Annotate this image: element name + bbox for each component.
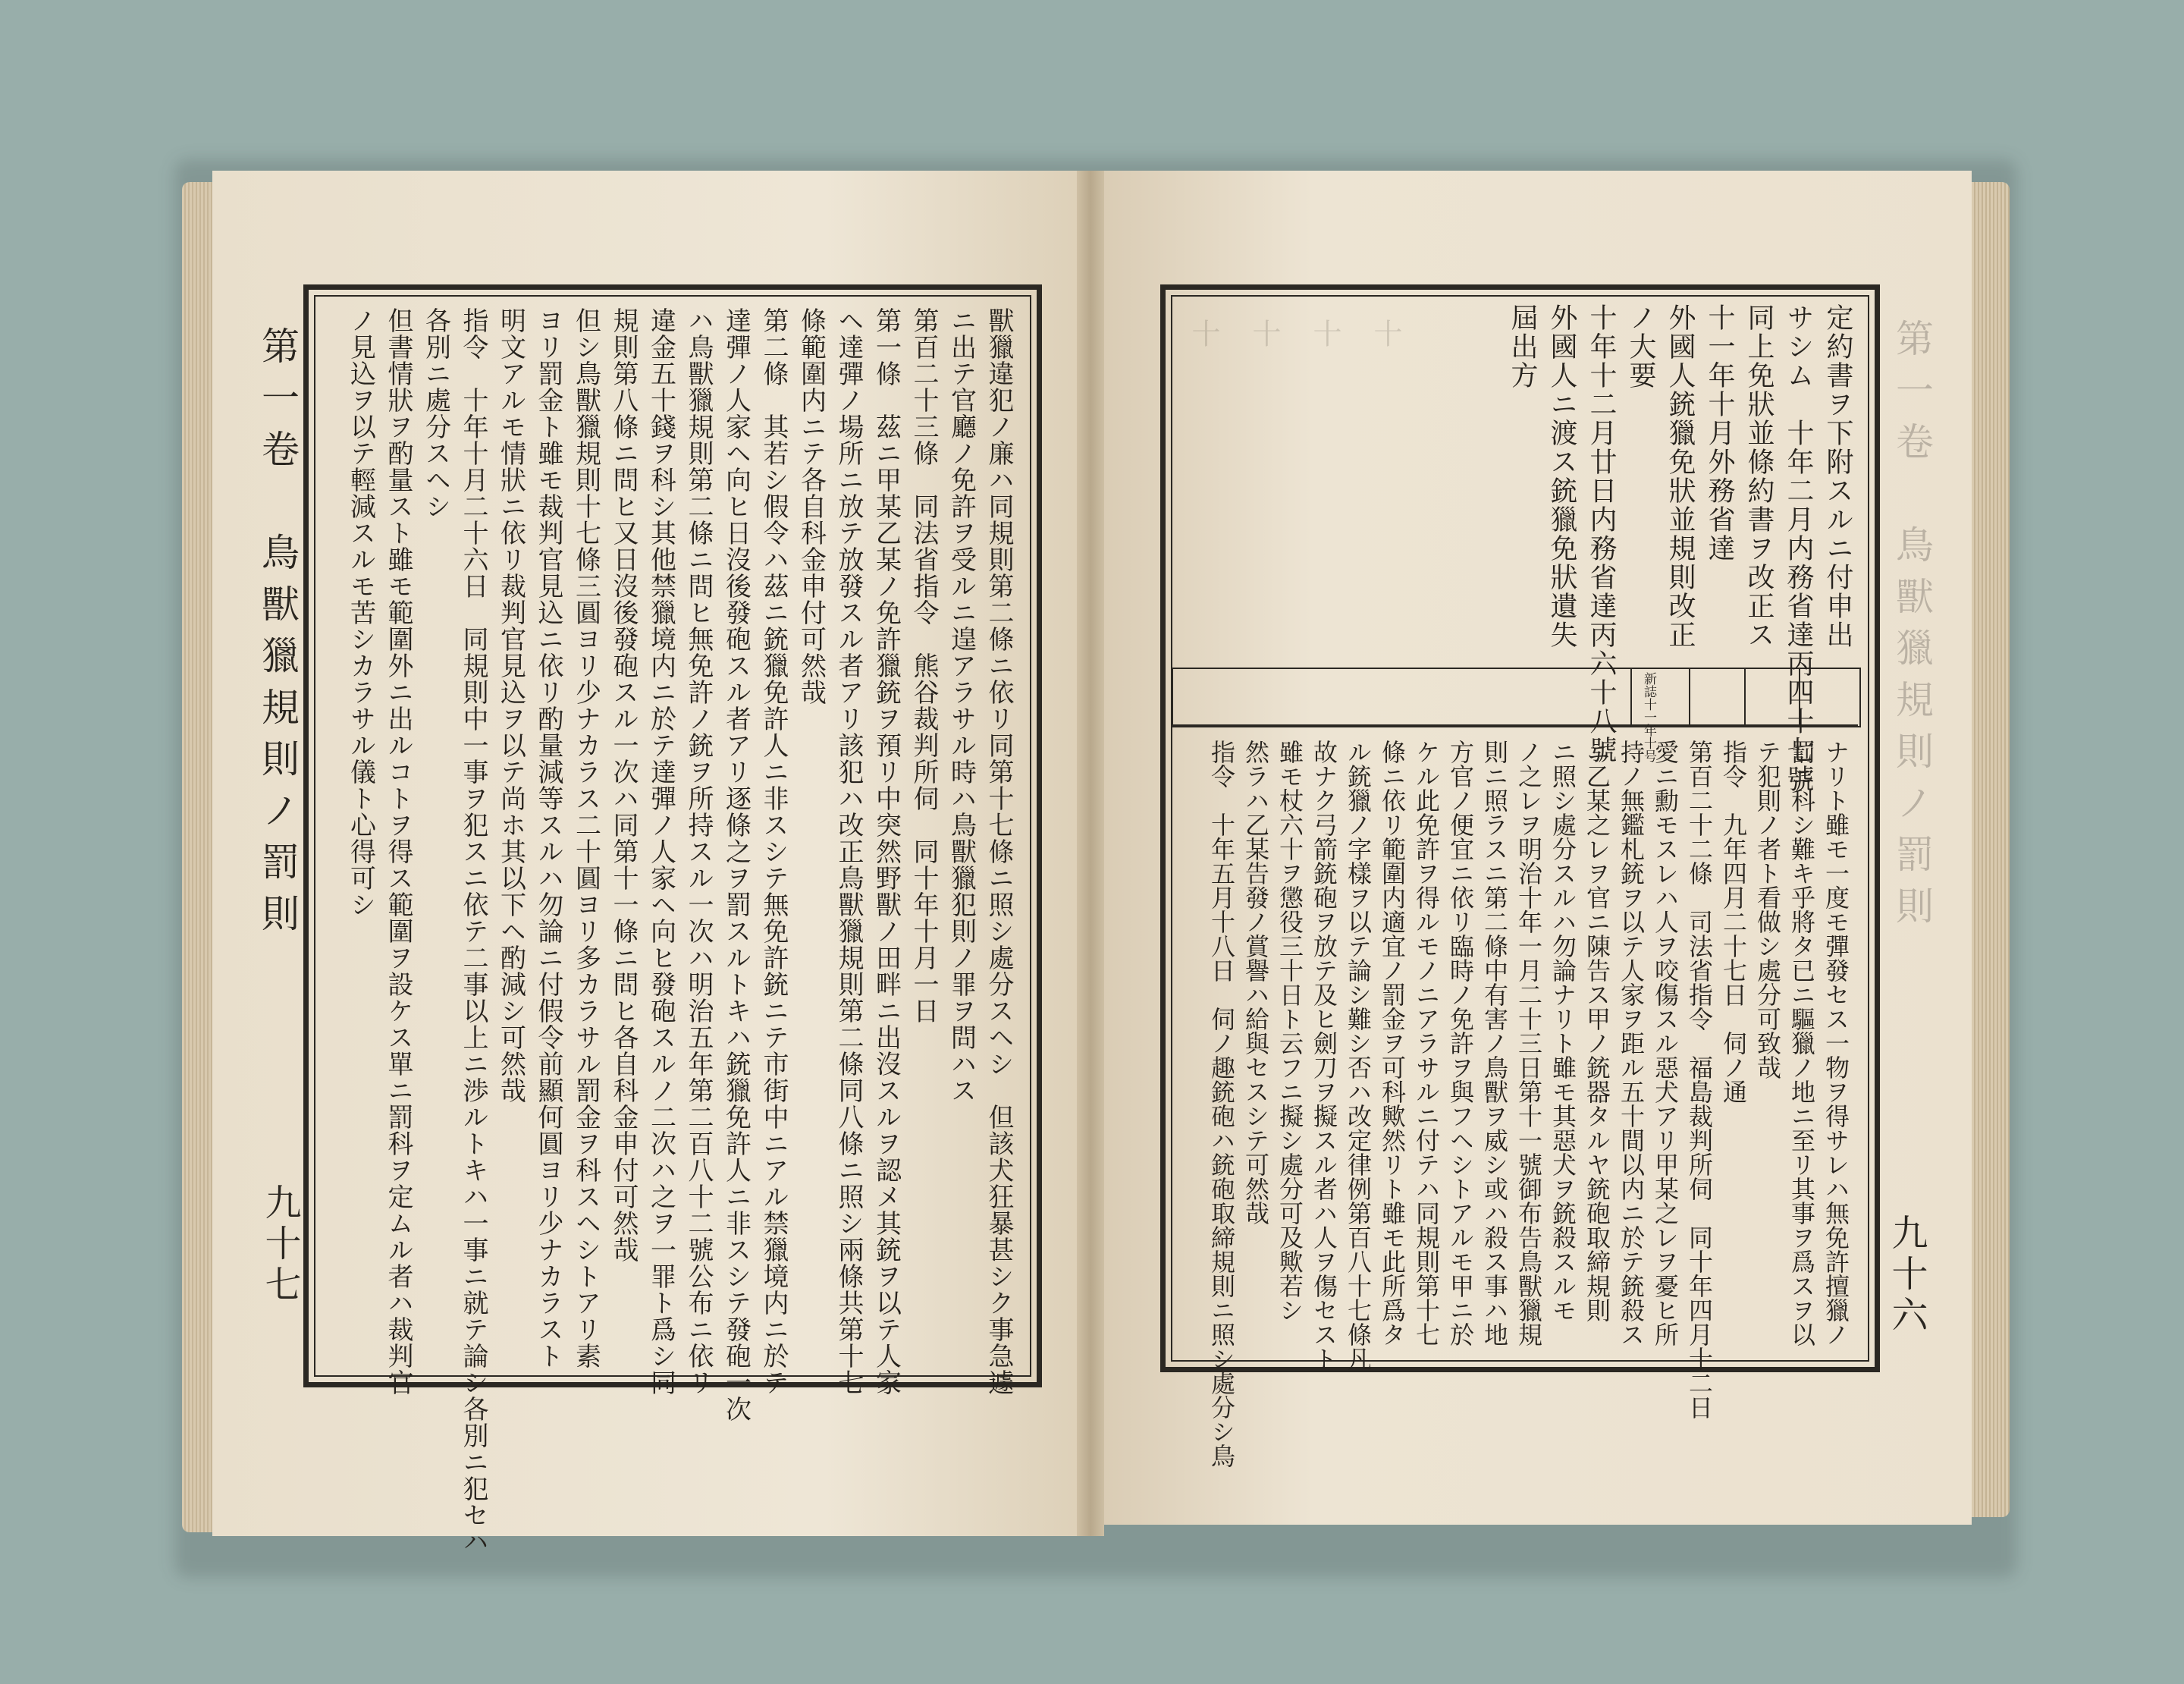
- right-top-column: ノ大要: [1625, 303, 1656, 390]
- right-bottom-column: 第百二十二條 司法省指令 福島裁判所伺 同十年四月十二日: [1685, 740, 1714, 1419]
- left-page-number: 九十七: [259, 1183, 301, 1306]
- bleed-through: 十: [1308, 319, 1341, 352]
- right-running-head-ghost: 第一卷 鳥獸獵規則ノ罰則: [1890, 319, 1934, 938]
- bleed-through: 十: [1247, 319, 1281, 352]
- left-text-column: 第一條 茲ニ甲某乙某ノ免許獵銃ヲ預リ中突然野獸ノ田畔ニ出沒スルヲ認メ其銃ヲ以テ人家: [871, 307, 902, 1396]
- right-bottom-column: 故ナク弓箭銃砲ヲ放テ及ヒ劍刀ヲ擬スル者ハ人ヲ傷セスト: [1310, 740, 1338, 1371]
- left-text-column: 第百二十三條 同法省指令 熊谷裁判所伺 同十年十月一日: [908, 307, 939, 1024]
- left-text-column: 獸獵違犯ノ廉ハ同規則第二條ニ依リ同第十七條ニ照シ處分スヘシ 但該犬狂暴甚シク事急遽: [984, 307, 1014, 1396]
- left-text-column: 第二條 其若シ假令ハ茲ニ銃獵免許人ニ非スシテ無免許銃ニテ市街中ニアル禁獵境内ニ於テ: [758, 307, 789, 1396]
- right-bottom-column: テ犯則ノ者ト看做シ處分可致哉: [1753, 740, 1782, 1079]
- left-text-column: ノ見込ヲ以テ輕減スルモ苦シカラサル儀ト心得可シ: [345, 307, 376, 918]
- right-top-column: 屆出方: [1507, 303, 1538, 390]
- right-top-column: 十年十二月廿日内務省達丙六十八號: [1586, 303, 1617, 765]
- right-bottom-column: 雖モ杖六十ヲ懲役三十日ト云フニ擬シ處分可及歟若シ: [1276, 740, 1304, 1322]
- right-bottom-column: ナリト雖モ一度モ彈發セス一物ヲ得サレハ無免許擅獵ノ: [1822, 740, 1850, 1346]
- left-text-column: 指令 十年十月二十六日 同規則中一事ヲ犯スニ依テ二事以上ニ渉ルトキハ一事ニ就テ論シ各別ニ犯セハ: [458, 307, 488, 1555]
- left-text-column: ニ出テ官廳ノ免許ヲ受ルニ遑アラサル時ハ鳥獸獵犯則ノ罪ヲ問ハス: [946, 307, 977, 1104]
- right-bottom-column: 持ノ無鑑札銃ヲ以テ人家ヲ距ル五十間以内ニ於テ銃殺ス: [1617, 740, 1646, 1346]
- left-text-column: ヨリ罰金ト雖モ裁判官見込ニ依リ酌量減等スルハ勿論ニ付假令前顯何圓ヨリ少ナカラスト: [533, 307, 563, 1369]
- right-bottom-column: 指令 十年五月十八日 伺ノ趣銃砲ハ銃砲取締規則ニ照シ處分シ鳥: [1207, 740, 1236, 1468]
- right-top-column: サシム 十年二月内務省達丙四十七號: [1783, 303, 1814, 793]
- left-text-column: 但書情狀ヲ酌量スト雖モ範圍外ニ出ルコトヲ得ス範圍ヲ設ケス單ニ罰科ヲ定ムル者ハ裁判官: [383, 307, 413, 1396]
- right-bottom-column: 指令 九年四月二十七日 伺ノ通: [1719, 740, 1748, 1104]
- left-text-column: 違金五十錢ヲ科シ其他禁獵境内ニ於テ達彈ノ人家ヘ向ヒ發砲スルノ二次ハ之ヲ一罪ト爲シ同: [645, 307, 676, 1396]
- right-top-column: 十一年十月外務省達: [1704, 303, 1735, 563]
- bleed-through: 十: [1369, 319, 1402, 352]
- right-bottom-column: ニ照シ處分スルハ勿論ナリト雖モ其惡犬ヲ銃殺スルモ: [1549, 740, 1577, 1322]
- right-bottom-column: ル銃獵ノ字樣ヲ以テ論シ難シ否ハ改定律例第百八十七條凡: [1344, 740, 1373, 1371]
- book-gutter: [1077, 171, 1104, 1536]
- right-bottom-column: 則ニ照ラスニ第二條中有害ノ鳥獸ヲ威シ或ハ殺ス事ハ地: [1480, 740, 1509, 1346]
- right-bottom-column: ノ之レヲ明治十年一月二十三日第十一號御布告鳥獸獵規: [1514, 740, 1543, 1346]
- right-top-column: 同上免狀並條約書ヲ改正ス: [1743, 303, 1774, 649]
- right-bottom-column: ニ乙某之レヲ官ニ陳告ス甲ノ銃器タルヤ銃砲取締規則: [1583, 740, 1611, 1322]
- left-text-column: 達彈ノ人家ヘ向ヒ日沒後發砲スル者アリ逐條之ヲ罰スルトキハ銃獵免許人ニ非スシテ發砲一次: [720, 307, 752, 1422]
- right-bottom-column: 方官ノ便宜ニ依リ臨時ノ免許ヲ與フヘシトアルモ甲ニ於: [1446, 740, 1475, 1346]
- left-text-column: 規則第八條ニ問ヒ又日沒後發砲スル一次ハ同第十一條ニ問ヒ各自科金申付可然哉: [608, 307, 639, 1263]
- right-table-cell: [1630, 668, 1690, 727]
- left-text-column: ヘ達彈ノ場所ニ放テ放發スル者アリ該犯ハ改正鳥獸獵規則第二條同八條ニ照シ兩條共第十七: [833, 307, 864, 1396]
- right-bottom-column: 愛ニ勳モスレハ人ヲ咬傷スル惡犬アリ甲某之レヲ憂ヒ所: [1651, 740, 1680, 1346]
- left-text-column: 各別ニ處分スヘシ: [420, 307, 451, 520]
- right-bottom-column: 條ニ依リ範圍内適宜ノ罰金ヲ可科歟然リト雖モ此所爲タ: [1378, 740, 1407, 1346]
- right-bottom-column: 罰ニ科シ難キ乎將タ已ニ驅獵ノ地ニ至リ其事ヲ爲スヲ以: [1787, 740, 1816, 1346]
- table-note: 新誌十一年十号: [1641, 672, 1656, 762]
- right-bottom-column: ケル此免許ヲ得ルモノニアラサルニ付テハ同規則第十七: [1412, 740, 1441, 1346]
- right-bottom-column: 然ラハ乙某告發ノ賞譽ハ給與セスシテ可然哉: [1241, 740, 1270, 1225]
- left-text-column: 條範圍内ニテ各自科金申付可然哉: [795, 307, 827, 705]
- right-top-column: 定約書ヲ下附スルニ付申出: [1822, 303, 1853, 649]
- left-running-head: 第一卷 鳥獸獵規則ノ罰則: [256, 326, 300, 945]
- left-text-column: 但シ鳥獸獵規則十七條三圓ヨリ少ナカラス二十圓ヨリ多カラサル罰金ヲ科スヘシトアリ素: [570, 307, 601, 1369]
- left-text-column: ハ鳥獸獵規則第二條ニ問ヒ無免許ノ銃ヲ所持スル一次ハ明治五年第二百八十二號公布ニ依リ: [683, 307, 714, 1396]
- left-text-column: 明文アルモ情狀ニ依リ裁判官見込ヲ以テ尚ホ其以下ヘ酌減シ可然哉: [495, 307, 526, 1104]
- bleed-through: 十: [1187, 319, 1220, 352]
- right-top-column: 外國人ニ渡ス銃獵免狀遺失: [1546, 303, 1577, 649]
- right-top-column: 外國人銃獵免狀並規則改正: [1665, 303, 1696, 649]
- right-page-number: 九十六: [1885, 1214, 1928, 1337]
